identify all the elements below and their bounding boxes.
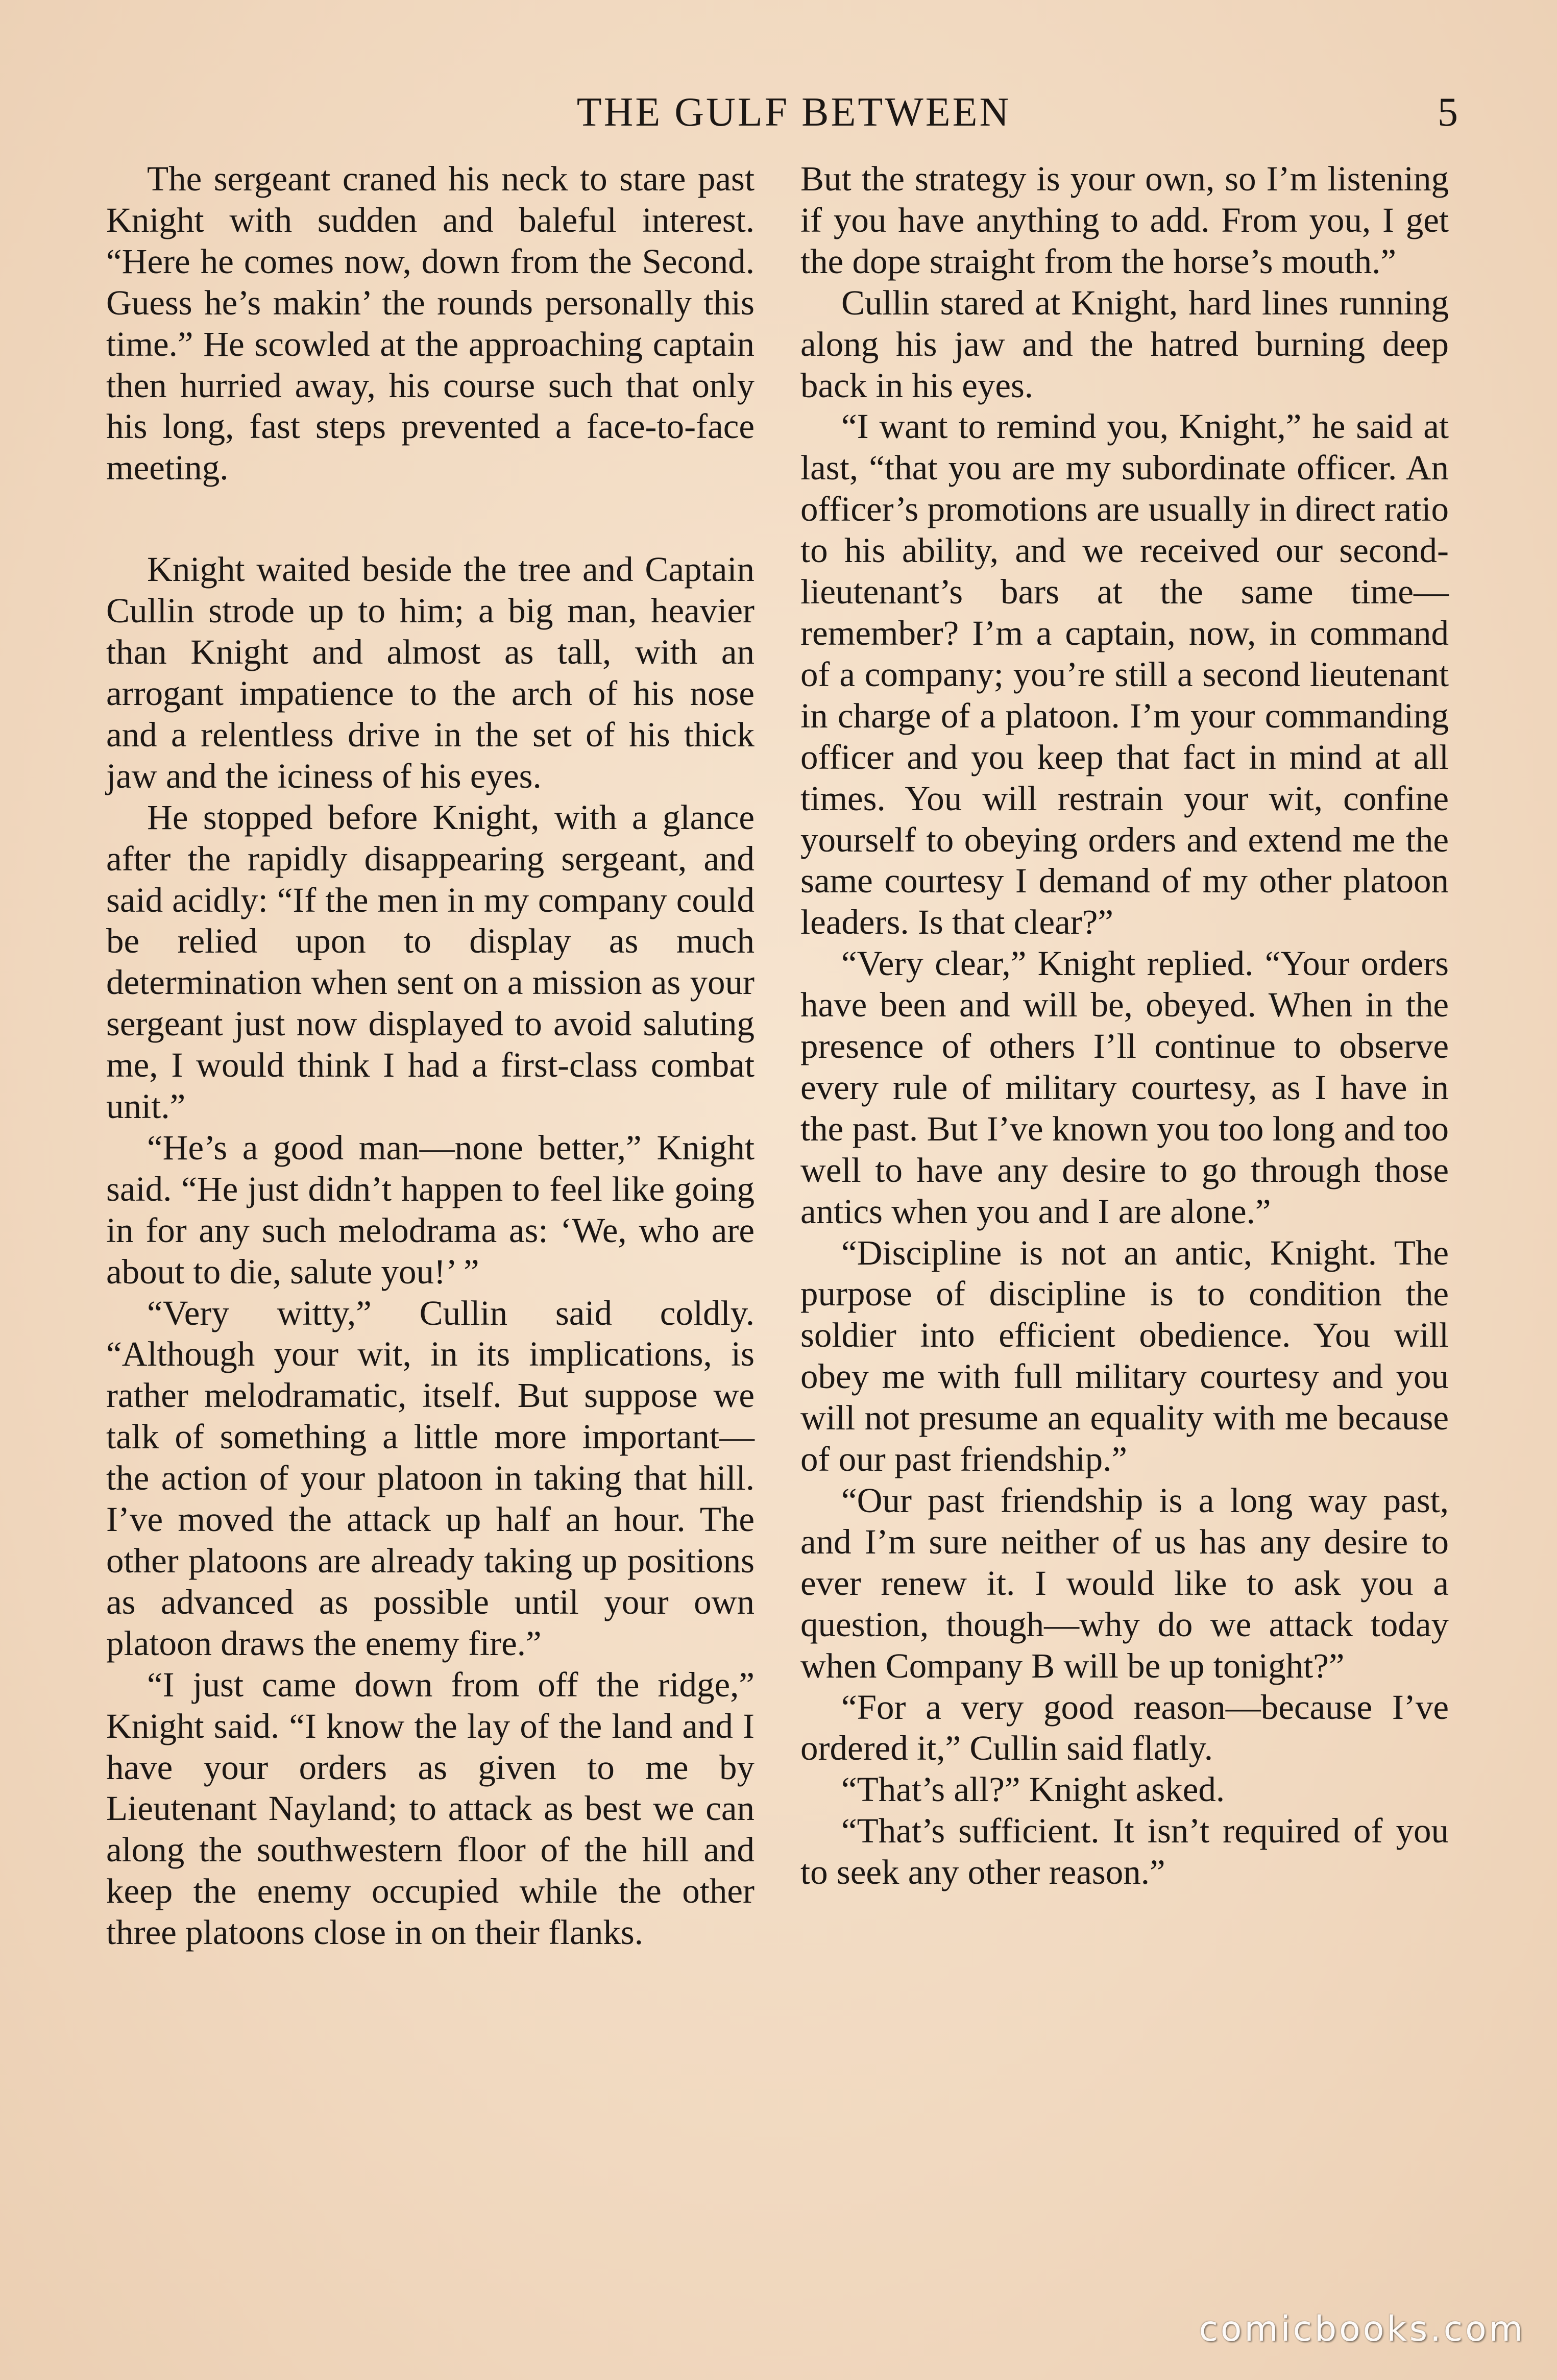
paragraph: “Very clear,” Knight replied. “Your orders have been and will be, obeyed. When in the presence of others I’ll continue to observe every rule of military courtesy, as I have in the past. But I’ve known you too long and too well to have any desire to go through those antics when you and I are alone.” xyxy=(800,944,1449,1231)
paragraph: “I want to remind you, Knight,” he said at last, “that you are my subordinate officer. An officer’s promotions are usually in direct ratio to his ability, and we received our second-lieutenant’s bars at the same time—remember? I’m a captain, now, in command of a company; you’re still a second lieutenant in charge of a platoon. I’m your commanding officer and you keep that fact in mind at all times. You will restrain your wit, confine yourself to obeying orders and extend me the same courtesy I demand of my other platoon leaders. Is that clear?” xyxy=(800,407,1449,942)
paragraph: Cullin stared at Knight, hard lines running along his jaw and the hatred burning deep back in his eyes. xyxy=(800,283,1449,405)
paragraph: “That’s sufficient. It isn’t required of you to seek any other reason.” xyxy=(800,1811,1449,1892)
paragraph: He stopped before Knight, with a glance after the rapidly disappearing sergeant, and said acidly: “If the men in my company could be relied upon to display as much determination when sent on a mission as your sergeant just now displayed to avoid saluting me, I would think I had a first-class combat unit.” xyxy=(106,797,755,1126)
page-number: 5 xyxy=(1438,90,1460,135)
paragraph: “I just came down from off the ridge,” Knight said. “I know the lay of the land and I have your orders as given to me by Lieutenant Nayland; to attack as best we can along the southwestern floor of the hill and keep the enemy occupied while the other three platoons close in on their flanks. xyxy=(106,1665,755,1952)
paragraph: Knight waited beside the tree and Captain Cullin strode up to him; a big man, heavier than Knight and almost as tall, with an arrogant impatience to the arch of his nose and a relentless drive in the set of his thick jaw and the iciness of his eyes. xyxy=(106,550,755,795)
chapter-title: THE GULF BETWEEN xyxy=(576,90,1011,135)
paragraph: “That’s all?” Knight asked. xyxy=(841,1770,1225,1809)
paragraph: “Discipline is not an antic, Knight. The purpose of discipline is to condition the soldier into efficient obedience. You will obey me with full military courtesy and you will not presume an equality with me because of our past friendship.” xyxy=(800,1233,1449,1479)
paragraph: “He’s a good man—none better,” Knight said. “He just didn’t happen to feel like going in for any such melodrama as: ‘We, who are about to die, salute you!’ ” xyxy=(106,1128,755,1291)
running-header xyxy=(0,89,1557,151)
paragraph: “Our past friendship is a long way past, and I’m sure neither of us has any desire to ever renew it. I would like to ask you a question, though—why do we attack today when Company B will be up tonight?” xyxy=(800,1481,1449,1685)
paragraph: But the strategy is your own, so I’m listening if you have anything to add. From you, I get the dope straight from the horse’s mouth.” xyxy=(800,159,1449,281)
right-column xyxy=(800,158,1449,1893)
paragraph: “For a very good reason—because I’ve ordered it,” Cullin said flatly. xyxy=(800,1687,1449,1768)
site-watermark: comicbooks.com xyxy=(1199,2309,1525,2349)
left-column xyxy=(106,158,755,1953)
paragraph: The sergeant craned his neck to stare past Knight with sudden and baleful interest. “Here he comes now, down from the Second. Guess he’s makin’ the rounds personally this time.” He scowled at the approaching captain then hurried away, his course such that only his long, fast steps prevented a face-to-face meeting. xyxy=(106,159,755,488)
paragraph: “Very witty,” Cullin said coldly. “Although your wit, in its implications, is rather melodramatic, itself. But suppose we talk of something a little more important—the action of your platoon in taking that hill. I’ve moved the attack up half an hour. The other platoons are already taking up positions as advanced as possible until your own platoon draws the enemy fire.” xyxy=(106,1293,755,1663)
